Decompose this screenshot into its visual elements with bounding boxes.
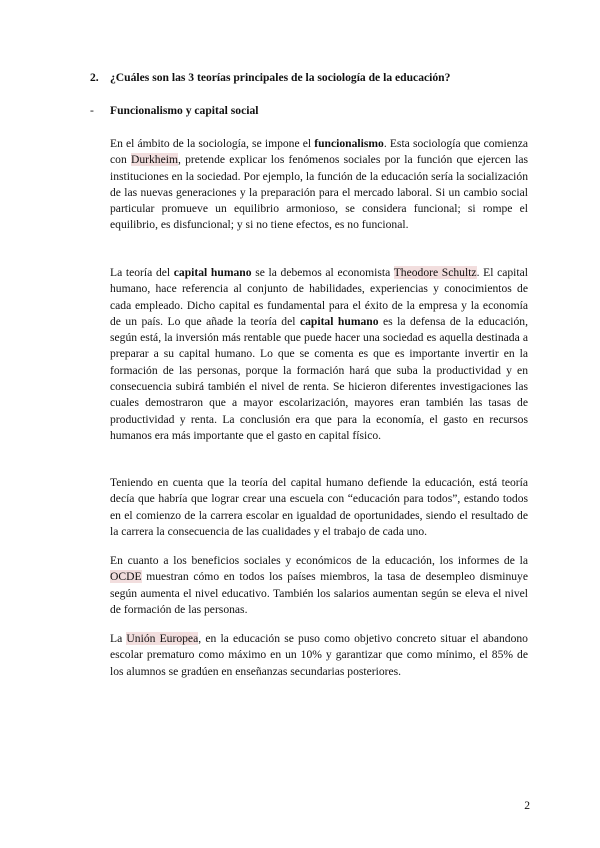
highlight-durkheim: Durkheim (130, 153, 178, 167)
paragraph-union-europea (110, 631, 528, 680)
bold-term-capital-humano: capital humano (173, 266, 252, 279)
text-run: La teoría del (110, 266, 174, 279)
highlight-ocde: OCDE (110, 570, 142, 584)
paragraph-ocde (110, 553, 528, 618)
text-run: se la debemos al economista (251, 266, 394, 279)
text-run: La (110, 632, 127, 645)
page-number: 2 (524, 799, 530, 812)
subsection-title: Funcionalismo y capital social (110, 104, 259, 117)
paragraph-capital-humano (110, 265, 528, 444)
paragraph-funcionalismo (110, 136, 528, 234)
text-run: es la defensa de la educación, según está, la inversión más rentable que puede hacer una sociedad es aquella destinada a preparar a su capital humano. Lo que se comenta es que es importante invertir en la formación de las personas, porque la formación hará que suba la productividad y en consecuencia subirá también el nivel de renta. Se hicieron diferentes investigaciones las cuales demostraron que a mayor escolarización, mayores eran también las tasas de productividad y renta. La conclusión era que para la economía, el gasto en recursos humanos era más importante que el gasto en capital físico. (110, 314, 528, 442)
highlight-union-europea: Unión Europea (126, 632, 199, 645)
list-dash: - (90, 104, 94, 117)
text-run: . Esta sociología que comienza con (110, 137, 529, 167)
text-run: , en la educación se puso como objetivo concreto situar el abandono escolar prematuro como máximo en un 10% y garantizar que como mínimo, el 85% de los alumnos se gradúen en enseñanzas secundarias posteriores. (110, 632, 528, 678)
section-heading (90, 70, 540, 86)
section-number: 2. (90, 71, 99, 84)
bold-term-funcionalismo: funcionalismo (314, 137, 384, 150)
text-run: , pretende explicar los fenómenos sociales por la función que ejercen las instituciones en la sociedad. Por ejemplo, la función de la educación sería la socialización de las nuevas generaciones y la preparación para el mercado laboral. Si un cambio social particular promueve un equilibrio armonioso, se considera funcional; si rompe el equilibrio, es disfuncional; y si no tiene efectos, es no funcional. (110, 153, 528, 232)
text-run: En el ámbito de la sociología, se impone el (110, 137, 315, 150)
text-run: muestran cómo en todos los países miembros, la tasa de desempleo disminuye según aumenta el nivel educativo. También los salarios aumentan según se eleva el nivel de formación de las personas. (110, 570, 528, 616)
subsection-heading (90, 103, 540, 119)
section-title: ¿Cuáles son las 3 teorías principales de la sociología de la educación? (110, 71, 451, 84)
text-run: . El capital humano, hace referencia al conjunto de habilidades, experiencias y conocimientos de cada empleado. Dicho capital es fundamental para el éxito de la empresa y la economía de un país. Lo que añade la teoría del (110, 266, 528, 328)
paragraph-educacion-para-todos: Teniendo en cuenta que la teoría del capital humano defiende la educación, está teoría decía que habría que lograr crear una escuela con “educación para todos”, estando todos en el comienzo de la carrera escolar en igualdad de oportunidades, siendo el resultado de la carrera la consecuencia de las cualidades y el trabajo de cada uno. (110, 476, 528, 538)
highlight-theodore-schultz: Theodore Schultz (393, 266, 477, 279)
bold-term-capital-humano-2: capital humano (299, 314, 379, 328)
text-run: En cuanto a los beneficios sociales y económicos de la educación, los informes de la (110, 554, 528, 567)
